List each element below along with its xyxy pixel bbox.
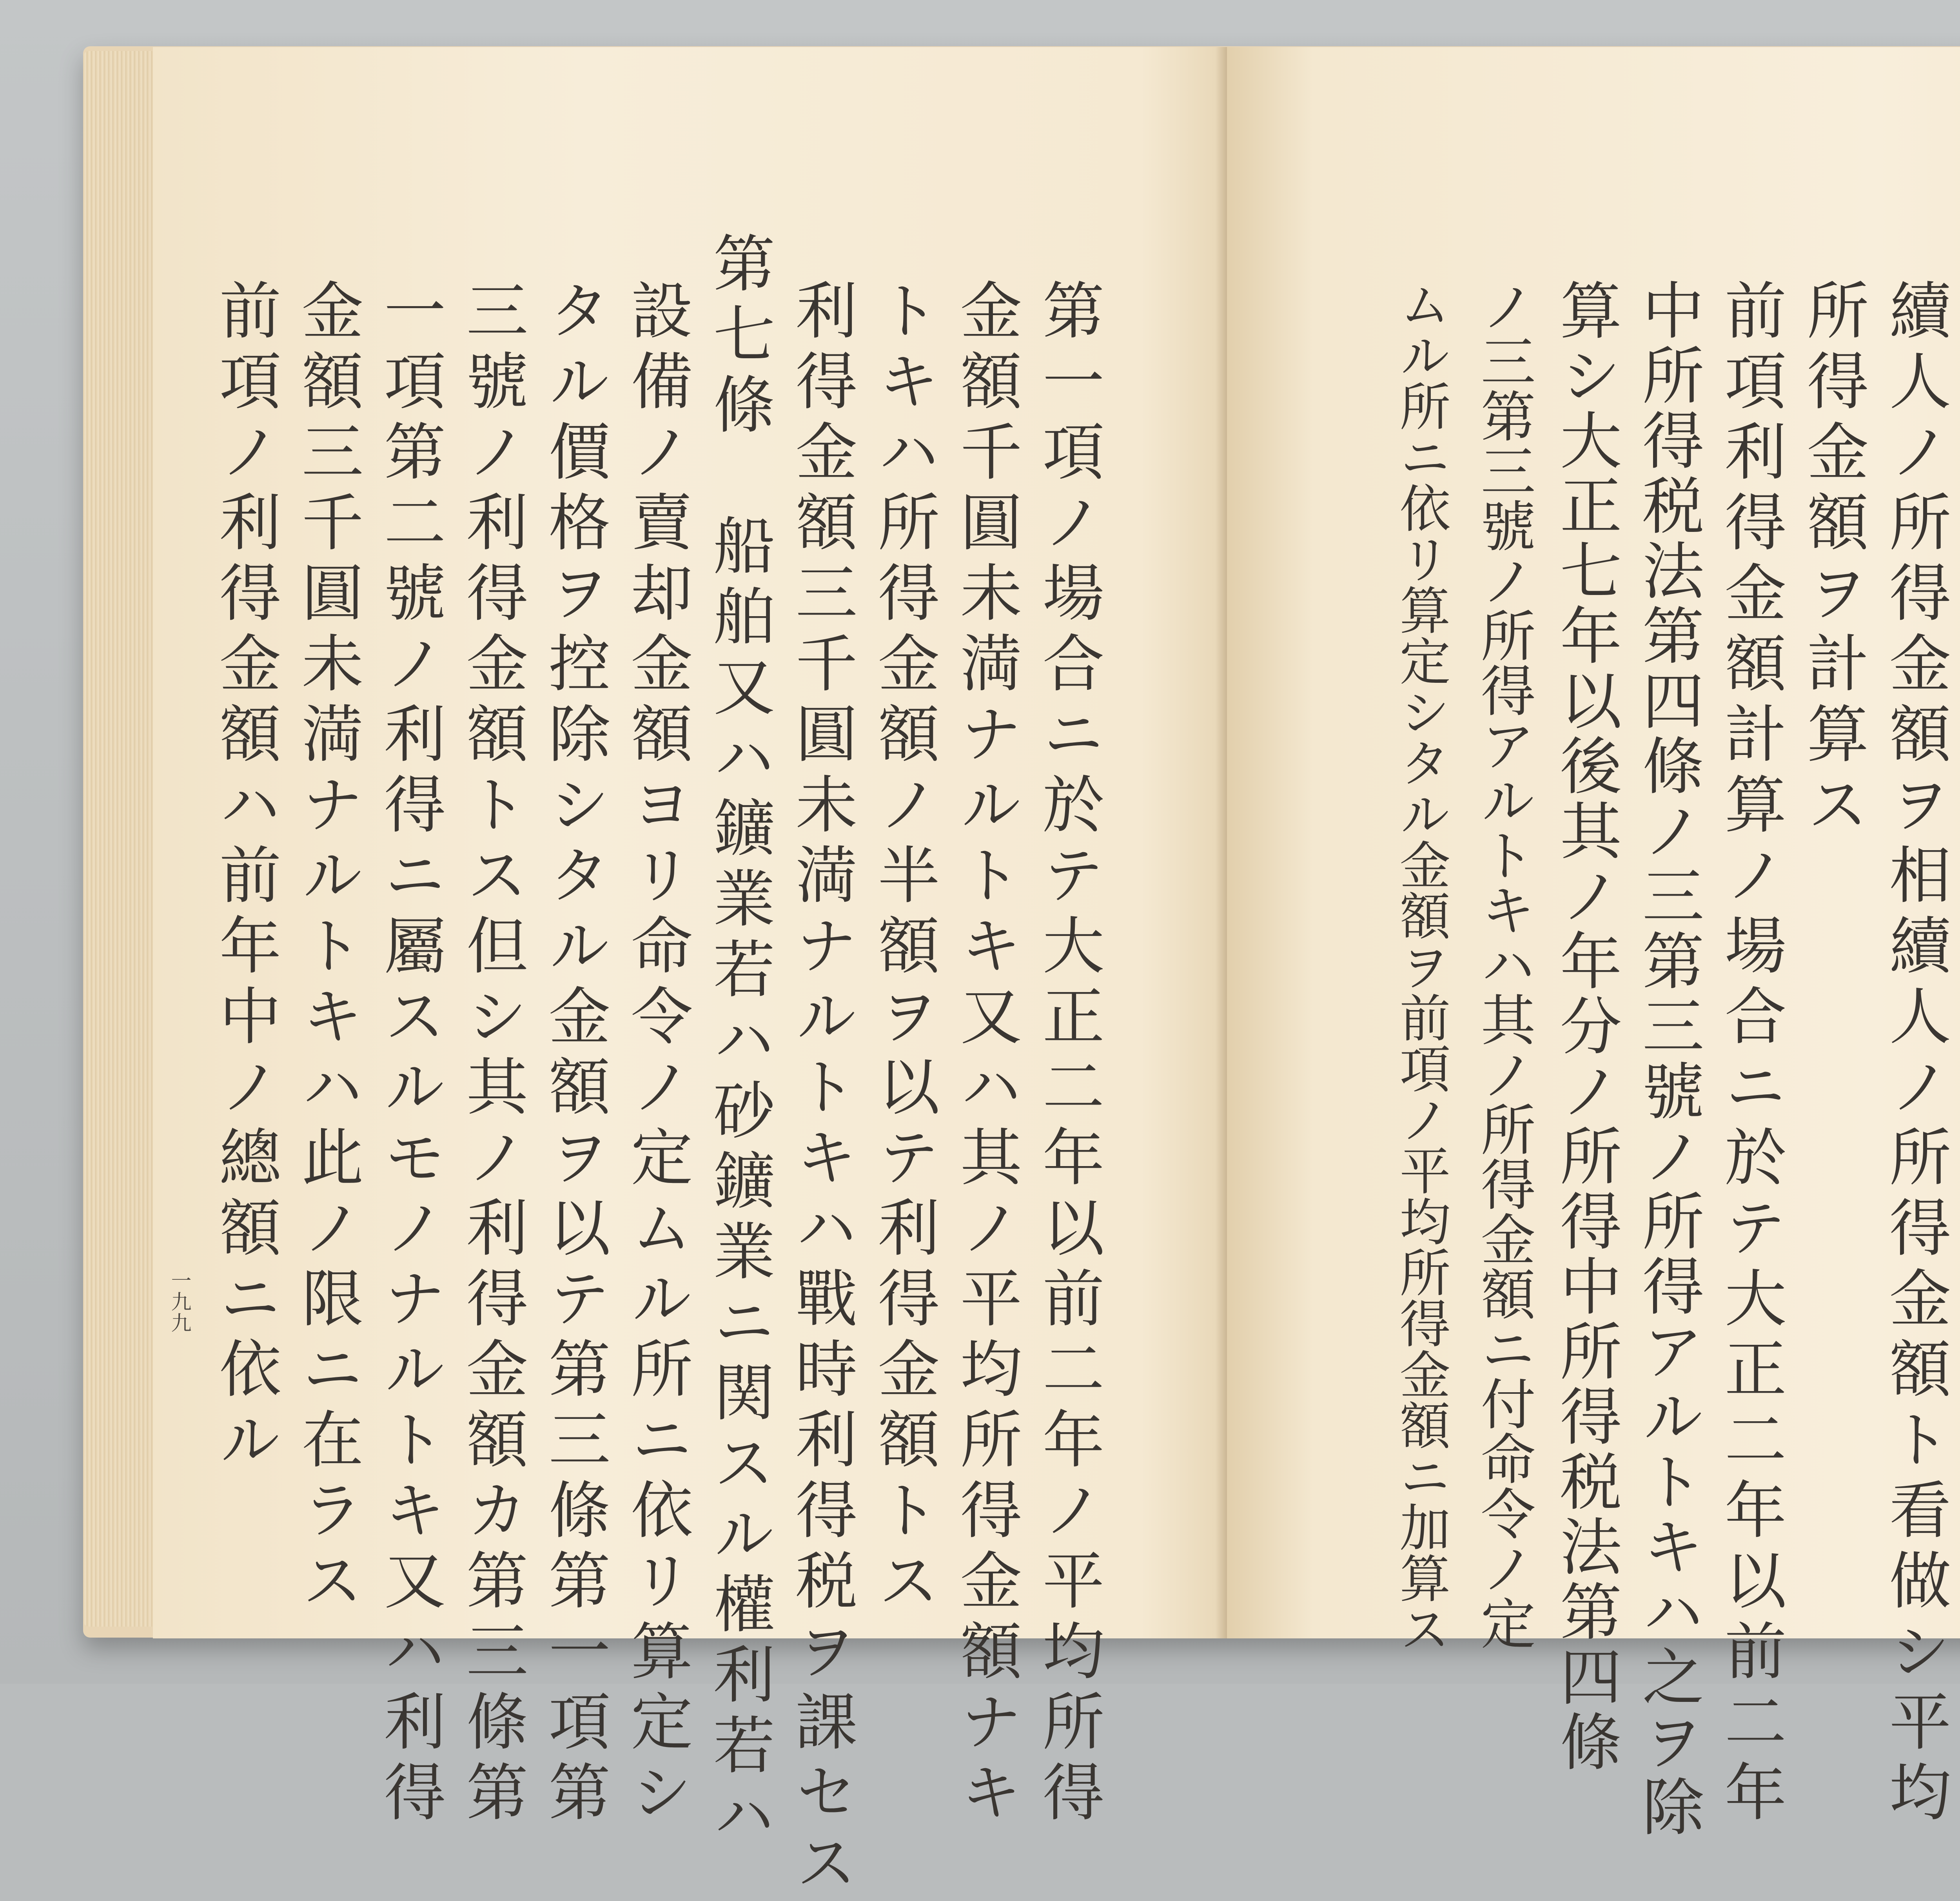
text-column: 第七條 船舶又ハ鑛業若ハ砂鑛業ニ関スル權利若ハ: [703, 231, 775, 1854]
text-column: 金額千圓未満ナルトキ又ハ其ノ平均所得金額ナキ: [950, 278, 1022, 1830]
right-page: [1227, 47, 1960, 1840]
text-column: 中所得税法第四條ノ三第三號ノ所得アルトキハ之ヲ除: [1632, 278, 1704, 1840]
text-column: 設備ノ賣却金額ヨリ命令ノ定ムル所ニ依リ算定シ: [621, 278, 693, 1830]
text-column: トキハ所得金額ノ半額ヲ以テ利得金額トス: [867, 278, 940, 1619]
text-column: 續人ノ所得金額ヲ相續人ノ所得金額ト看做シ平均: [1879, 278, 1951, 1830]
text-column: 三號ノ利得金額トス但シ其ノ利得金額カ第三條第: [456, 278, 528, 1830]
left-page-edges: [83, 51, 158, 1627]
text-column: 金額三千圓未満ナルトキハ此ノ限ニ在ラス: [291, 278, 363, 1619]
text-column: 一項第二號ノ利得ニ屬スルモノナルトキ又ハ利得: [374, 278, 446, 1830]
text-column: 所得金額ヲ計算ス: [1797, 278, 1869, 843]
left-page: [153, 47, 1227, 1901]
text-column: 前項ノ利得金額ハ前年中ノ總額ニ依ル: [209, 278, 281, 1478]
text-column: ノ三第三號ノ所得アルトキハ其ノ所得金額ニ付命令ノ定: [1472, 278, 1535, 1650]
text-column: 前項利得金額計算ノ場合ニ於テ大正二年以前二年: [1714, 278, 1786, 1830]
page-number: 一九九: [167, 1270, 191, 1333]
text-column: 算シ大正七年以後其ノ年分ノ所得中所得税法第四條: [1550, 278, 1622, 1775]
text-column: 第一項ノ場合ニ於テ大正二年以前二年ノ平均所得: [1032, 278, 1104, 1830]
text-column: ムル所ニ依リ算定シタル金額ヲ前項ノ平均所得金額ニ加算ス: [1391, 278, 1451, 1654]
text-column: タル價格ヲ控除シタル金額ヲ以テ第三條第一項第: [538, 278, 610, 1830]
text-column: 利得金額三千圓未満ナルトキハ戰時利得税ヲ課セス: [785, 278, 857, 1901]
